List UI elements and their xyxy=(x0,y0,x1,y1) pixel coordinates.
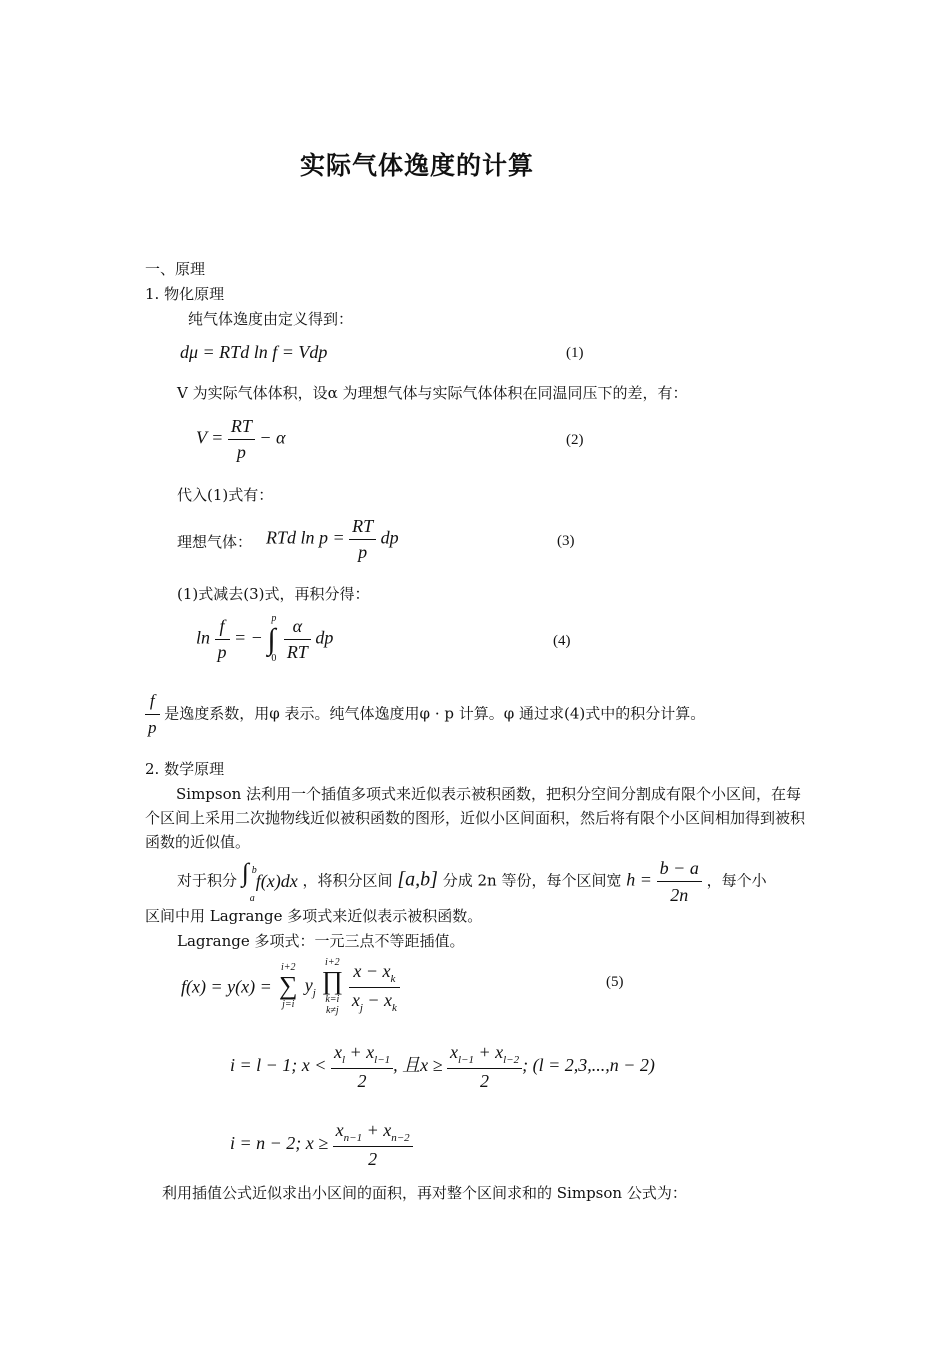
int-text-a: 对于积分 xyxy=(177,871,238,890)
int-interval: [a,b] xyxy=(397,868,438,891)
eq7-fraction: $\frac{x_{n-1} + x_{n-2}}{2}$ xyxy=(333,1120,413,1170)
equation-6 xyxy=(230,1042,655,1092)
equation-number-5: (5) xyxy=(606,974,624,990)
int-text-d: ，每个小 xyxy=(706,871,767,890)
subsection-math: 2. 数学原理 xyxy=(145,760,225,778)
text-lagrange-1: 区间中用 Lagrange 多项式来近似表示被积函数。 xyxy=(145,907,483,925)
eq6-fraction-1: $\frac{x_l + x_{l-1}}{2}$ xyxy=(331,1042,393,1092)
integral-glyph: ∫ xyxy=(267,622,276,656)
eq3-lhs: RTd ln p = xyxy=(266,527,345,548)
equation-number-1: (1) xyxy=(566,345,584,361)
int-upper: b xyxy=(251,865,257,876)
equation-3 xyxy=(266,516,399,563)
equation-5: f(x) = y(x) = i+2 ∑ j=i $y_j$ i+2 ∏ k=i k≠j $\frac{x - x_k}{x_j - x_k}$ xyxy=(181,958,400,1016)
sum-operator: i+2 ∑ j=i xyxy=(278,962,298,1010)
eq6-mid: , 且x ≥ xyxy=(393,1055,443,1076)
int-lower: a xyxy=(249,893,255,904)
phi-fraction: $\frac{f}{p}$ xyxy=(145,690,160,739)
int-expression xyxy=(241,858,298,904)
eq7-a: i = n − 2; x ≥ xyxy=(230,1133,329,1154)
equation-2 xyxy=(196,416,285,463)
eq3-fraction: $\frac{RT}{p}$ xyxy=(349,516,376,563)
int-text-c: 分成 2n 等份，每个区间宽 xyxy=(442,871,622,890)
eq4-rhs: dp xyxy=(315,627,334,648)
equation-4 xyxy=(196,612,334,664)
eq2-rhs: − α xyxy=(259,427,286,448)
eq4-lower-limit: 0 xyxy=(271,652,277,664)
int-h: h = xyxy=(626,869,652,890)
eq4-fraction-alpha: $\frac{\alpha}{RT}$ xyxy=(284,616,311,663)
eq5-y: y xyxy=(304,975,313,995)
equation-number-2: (2) xyxy=(566,432,584,448)
equation-7 xyxy=(230,1120,413,1170)
eq3-label: 理想气体： xyxy=(177,533,253,551)
eq2-fraction: $\frac{RT}{p}$ xyxy=(228,416,255,463)
eq5-lhs: f(x) = y(x) = xyxy=(181,976,272,997)
eq4-upper-limit: p xyxy=(271,612,277,624)
int-text-b: ，将积分区间 xyxy=(302,871,393,890)
text-integral-division xyxy=(177,857,767,906)
integral-sign xyxy=(267,612,279,664)
eq2-lhs: V = xyxy=(196,427,224,448)
text-definition: 纯气体逸度由定义得到： xyxy=(188,310,354,328)
eq4-equals: = − xyxy=(234,627,263,648)
eq3-rhs: dp xyxy=(380,527,399,548)
text-subtract: (1)式减去(3)式，再积分得： xyxy=(177,585,370,603)
paragraph-simpson: Simpson 法利用一个插值多项式来近似表示被积函数，把积分空间分割成有限个小区间，在每个区间上采用二次抛物线近似被积函数的图形，近似小区间面积，然后将有限个小区间相加得到被积函数的近似值。 xyxy=(145,785,806,851)
eq6-end: ; (l = 2,3,...,n − 2) xyxy=(522,1055,655,1076)
section-heading-principle: 一、原理 xyxy=(145,260,206,278)
subsection-physchem: 1. 物化原理 xyxy=(145,285,225,303)
eq6-a: i = l − 1; x < xyxy=(230,1055,327,1076)
product-operator: i+2 ∏ k=i k≠j xyxy=(321,957,344,1016)
equation-number-4: (4) xyxy=(553,633,571,649)
eq6-fraction-2: $\frac{x_{l-1} + x_{l-2}}{2}$ xyxy=(447,1042,522,1092)
eq4-fraction-fp: $\frac{f}{p}$ xyxy=(215,616,230,663)
int-glyph: ∫ xyxy=(241,858,249,887)
text-substitute: 代入(1)式有： xyxy=(177,486,274,504)
page-title: 实际气体逸度的计算 xyxy=(300,151,535,180)
int-h-fraction: $\frac{b - a}{2n}$ xyxy=(657,857,702,906)
int-integrand: f(x)dx xyxy=(255,871,298,891)
phi-text: 是逸度系数，用φ 表示。纯气体逸度用φ · p 计算。φ 通过求(4)式中的积分计算。 xyxy=(164,704,706,723)
eq4-ln: ln xyxy=(196,627,211,648)
text-simpson-formula-intro: 利用插值公式近似求出小区间的面积，再对整个区间求和的 Simpson 公式为： xyxy=(162,1184,687,1202)
eq5-fraction: $\frac{x - x_k}{x_j - x_k}$ xyxy=(349,961,400,1014)
text-fugacity-coefficient xyxy=(145,690,705,739)
equation-1: dμ = RTd ln f = Vdp xyxy=(180,342,328,362)
text-volume-definition: V 为实际气体体积，设α 为理想气体与实际气体体积在同温同压下的差，有： xyxy=(177,384,688,402)
equation-number-3: (3) xyxy=(557,533,575,549)
text-lagrange-2: Lagrange 多项式：一元三点不等距插值。 xyxy=(177,932,465,950)
